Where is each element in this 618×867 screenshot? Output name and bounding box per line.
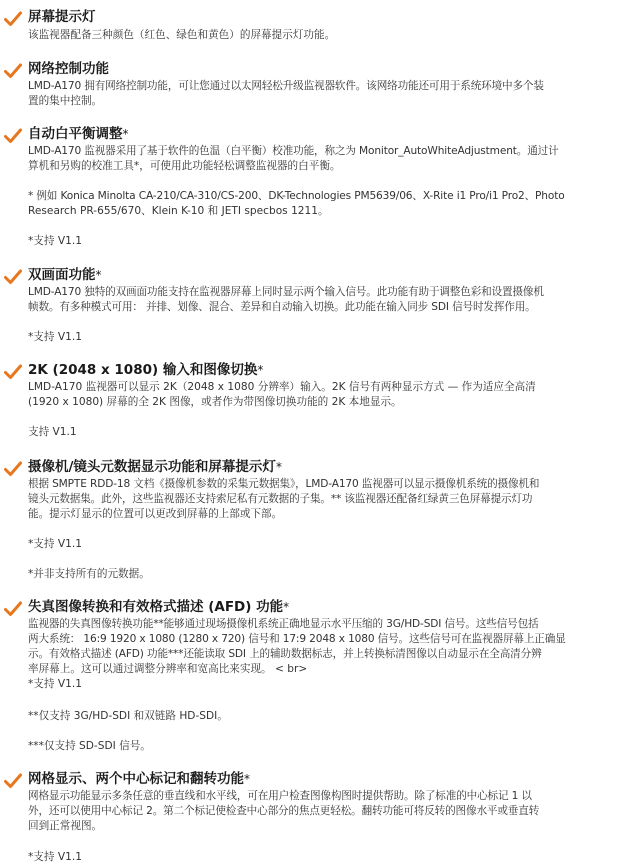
feature-description: 网格显示功能显示多条任意的垂直线和水平线，可在用户检查图像构图时提供帮助。除了标准的中心标记 1 以 外，还可以使用中心标记 2。第二个标记使检查中心部分的焦点更轻松。翻转功能可将反转的图像水平或垂直转 回到正常视图。 (28, 790, 540, 832)
footnote: *支持 V1.1 (28, 331, 82, 343)
feature-description: LMD-A170 拥有网络控制功能，可让您通过以太网轻松升级监视器软件。该网络功能还可用于系统环境中多个装 置的集中控制。 (28, 80, 544, 107)
footnote: **仅支持 3G/HD-SDI 和双链路 HD-SDI。 (28, 710, 228, 722)
footnote: ***仅支持 SD-SDI 信号。 (28, 740, 151, 752)
checkmark-icon (4, 269, 22, 285)
checkmark-icon (4, 773, 22, 789)
checkmark-icon (4, 128, 22, 144)
feature-title: 2K (2048 x 1080) 输入和图像切换* (28, 362, 264, 378)
feature-description: LMD-A170 独特的双画面功能支持在监视器屏幕上同时显示两个输入信号。此功能有助于调整色彩和设置摄像机 帧数。有多种模式可用： 并排、划像、混合、差异和自动输入切换。此功能在输入同步 SDI 信号时发挥作用。 (28, 286, 544, 313)
feature-title: 自动白平衡调整* (28, 126, 129, 142)
footnote: *并非支持所有的元数据。 (28, 568, 150, 580)
feature-description: 监视器的失真图像转换功能**能够通过现场摄像机系统正确地显示水平压缩的 3G/HD-SDI 信号。这些信号包括 两大系统： 16:9 1920 x 1080 (1280 x 720) 信号和 17:9 2048 x 1080 信号。这些信号可在监视器屏幕上正确显 示。有效格式描述 (AFD) 功能***还能读取 SDI 上的辅助数据标志，并上转换标清图像以自动显示在全高清分辨 率屏幕上。这可以通过调整分辨率和宽高比来实现。 < br> *支持 V1.1 (28, 618, 566, 690)
footnote: *支持 V1.1 (28, 235, 82, 247)
feature-title: 双画面功能* (28, 267, 102, 283)
checkmark-icon (4, 461, 22, 477)
footnote: * 例如 Konica Minolta CA-210/CA-310/CS-200、DK-Technologies PM5639/06、X-Rite i1 Pro/i1 Pro2、Photo Research PR-655/670、Klein K-10 和 JETI specbos 1211。 (28, 190, 565, 217)
checkmark-icon (4, 601, 22, 617)
feature-title: 屏幕提示灯 (28, 9, 96, 25)
footnote: *支持 V1.1 (28, 538, 82, 550)
footnote: *支持 V1.1 (28, 851, 82, 863)
feature-description: LMD-A170 监视器采用了基于软件的色温（白平衡）校准功能，称之为 Monitor_AutoWhiteAdjustment。通过计 算机和另购的校准工具*，可使用此功能轻松调整监视器的白平衡。 (28, 145, 559, 172)
feature-description: 该监视器配备三种颜色（红色、绿色和黄色）的屏幕提示灯功能。 (28, 29, 336, 41)
feature-title: 网络控制功能 (28, 61, 109, 77)
feature-description: 根据 SMPTE RDD-18 文档《摄像机参数的采集元数据集》，LMD-A170 监视器可以显示摄像机系统的摄像机和 镜头元数据集。此外，这些监视器还支持索尼私有元数据的子集。** 该监视器还配备红绿黄三色屏幕提示灯功 能。提示灯显示的位置可以更改到屏幕的上部或下部。 (28, 478, 540, 520)
feature-title: 网格显示、两个中心标记和翻转功能* (28, 771, 250, 787)
checkmark-icon (4, 11, 22, 27)
checkmark-icon (4, 364, 22, 380)
footnote: 支持 V1.1 (28, 426, 77, 438)
feature-description: LMD-A170 监视器可以显示 2K（2048 x 1080 分辨率）输入。2K 信号有两种显示方式 — 作为适应全高清 (1920 x 1080) 屏幕的全 2K 图像，或者作为带图像切换功能的 2K 本地显示。 (28, 381, 536, 408)
feature-title: 摄像机/镜头元数据显示功能和屏幕提示灯* (28, 459, 282, 475)
checkmark-icon (4, 63, 22, 79)
feature-title: 失真图像转换和有效格式描述 (AFD) 功能* (28, 599, 290, 615)
